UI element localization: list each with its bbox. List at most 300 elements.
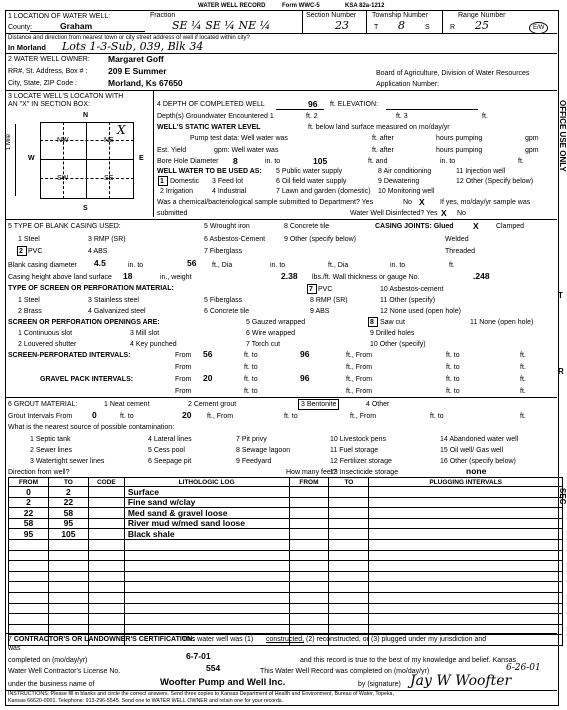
open-10: 10 Other (specify) — [370, 341, 426, 348]
office-use-only: OFFICE USE ONLY — [558, 100, 567, 172]
use-domestic: Domestic — [170, 178, 200, 185]
pump-after: ft. after — [372, 135, 394, 142]
log-to — [48, 561, 88, 572]
log-to — [48, 582, 88, 593]
form-title: WATER WELL RECORD — [198, 3, 266, 9]
compass-n: N — [83, 112, 89, 119]
ksa-number: KSA 82a-1212 — [345, 3, 385, 9]
log-from: 0 — [9, 487, 49, 498]
spi2-ft-from: ft., From — [346, 364, 373, 371]
contam-12: 12 Fertilizer storage — [330, 458, 392, 465]
log-from — [9, 561, 49, 572]
open-4: 4 Key punched — [130, 341, 177, 348]
section-value: 23 — [335, 19, 349, 32]
bore-ft-and: ft. and — [368, 158, 388, 165]
lithologic-log-table — [8, 477, 563, 646]
groundwater-label: Depth(s) Groundwater Encountered 1 — [157, 113, 274, 120]
log-from: 95 — [9, 529, 49, 540]
log-code — [88, 614, 124, 625]
spi-from: 56 — [203, 349, 213, 359]
cert-was: was — [8, 645, 21, 652]
use-10: 10 Monitoring well — [378, 188, 435, 195]
completed-label: completed on (mo/day/yr) — [8, 657, 88, 664]
spi-ft-to: ft. to — [244, 352, 258, 359]
business-label: under the business name of — [8, 681, 95, 688]
log-header-plug-to: TO — [329, 478, 369, 487]
s3-label2: AN "X" IN SECTION BOX: — [8, 101, 90, 108]
joints-label: CASING JOINTS: Glued — [375, 223, 454, 230]
screen-11: 11 Other (specify) — [380, 297, 436, 304]
plug-interval — [369, 561, 563, 572]
open-9: 9 Drilled holes — [370, 330, 415, 337]
height-weight-label: in., weight — [160, 274, 192, 281]
log-from — [9, 550, 49, 561]
log-code — [88, 518, 124, 529]
joints-clamped: Clamped — [496, 223, 525, 230]
bcd-to: 56 — [187, 258, 197, 268]
screen-pvc: PVC — [318, 286, 333, 293]
log-to — [48, 614, 88, 625]
log-to — [48, 592, 88, 603]
s1-label: 1 LOCATION OF WATER WELL: — [8, 13, 111, 20]
gw-3: ft. 3 — [396, 113, 408, 120]
range-value: 25 — [475, 19, 489, 32]
range-ew-circle: E/W — [529, 22, 548, 34]
range-label: Range Number — [458, 12, 506, 19]
weight-value: 2.38 — [281, 271, 298, 281]
plug-interval — [369, 603, 563, 614]
distance-label: Distance and direction from nearest town or city street address of well if located within city? — [8, 35, 250, 41]
plug-to — [329, 518, 369, 529]
log-code — [88, 561, 124, 572]
cert-label: CONTRACTOR'S OR LANDOWNER'S CERTIFICATION: — [13, 636, 195, 643]
plug-interval — [369, 518, 563, 529]
fraction-value: SE ¼ SE ¼ NE ¼ — [172, 19, 271, 32]
disinfected-no: No — [457, 210, 466, 217]
screen-3: 3 Stainless steel — [88, 297, 139, 304]
submitted-label: submitted — [157, 210, 188, 217]
open-11: 11 None (open hole) — [470, 319, 534, 326]
yield-label: Est. Yield — [157, 147, 187, 154]
cert-text2: (2) reconstructed, or (3) plugged under my jurisdiction and — [306, 636, 487, 643]
quad-sw: SW — [57, 175, 69, 182]
log-to — [48, 550, 88, 561]
plug-interval — [369, 487, 563, 498]
depth-label: DEPTH OF COMPLETED WELL — [162, 101, 265, 108]
direction-label: Direction from well? — [8, 469, 70, 476]
gauge-label: lbs./ft. Wall thickness or gauge No. — [312, 274, 420, 281]
contam-14: 14 Abandoned water well — [440, 436, 519, 443]
contam-label: What is the nearest source of possible contamination: — [8, 424, 175, 431]
license-label: Water Well Contractor's License No. — [8, 668, 121, 675]
log-lithology: Black shale — [124, 529, 289, 540]
chem-no: No — [403, 199, 412, 206]
bcd-in-to: in. to — [128, 262, 144, 269]
joints-welded: Welded — [445, 236, 469, 243]
distance-handwritten: Lots 1-3-Sub, 039, Blk 34 — [62, 40, 204, 53]
bcd-in-to3: in. to — [390, 262, 406, 269]
log-header-code: CODE — [88, 478, 124, 487]
log-to: 58 — [48, 508, 88, 519]
depth-value: 96 — [308, 99, 318, 109]
license-number: 554 — [206, 663, 221, 673]
use-8: 8 Air conditioning — [378, 168, 432, 175]
range-r: R — [450, 24, 456, 31]
log-header-from: FROM — [9, 478, 49, 487]
gpi-ft: ft. — [520, 376, 526, 383]
table-row — [9, 539, 563, 550]
screen-4: 4 Galvanized steel — [88, 308, 146, 315]
plug-interval — [369, 582, 563, 593]
section-label: Section Number — [306, 12, 357, 19]
quad-nw: NW — [57, 137, 69, 144]
mile-scale: 1 Mile — [6, 133, 12, 150]
log-header-plugging: PLUGGING INTERVALS — [369, 478, 563, 487]
gpi-ft-to2: ft. to — [446, 376, 460, 383]
log-lithology: Fine sand w/clay — [124, 497, 289, 508]
screen-9: 9 ABS — [310, 308, 330, 315]
plug-interval — [369, 550, 563, 561]
contam-none: none — [466, 466, 487, 476]
s6-num: 6 — [8, 401, 14, 408]
log-header-plug-from: FROM — [289, 478, 329, 487]
county-value: Graham — [60, 21, 93, 31]
height-value: 18 — [123, 271, 133, 281]
casing-5: 5 Wrought iron — [204, 223, 250, 230]
contam-11: 11 Fuel storage — [330, 447, 379, 454]
grout-3-bentonite: 3 Bentonite — [298, 399, 339, 410]
gpi-ft-from: ft., From — [346, 376, 373, 383]
spi-ft-from: ft., From — [346, 352, 373, 359]
plug-from — [289, 561, 329, 572]
casing-9: 9 Other (specify below) — [284, 236, 356, 243]
completed-date: 6-7-01 — [186, 651, 211, 661]
board-text: Board of Agriculture, Division of Water Resources — [376, 70, 530, 77]
log-from: 58 — [9, 518, 49, 529]
open-5: 5 Gauzed wrapped — [246, 319, 306, 326]
yield-gpm: gpm: Well water was — [214, 147, 279, 154]
side-r: R — [558, 367, 564, 376]
bore-diameter: 8 — [233, 156, 238, 166]
grout-2: 2 Cement grout — [188, 401, 237, 408]
log-lithology — [124, 603, 289, 614]
log-to — [48, 603, 88, 614]
side-sec: SEC — [558, 488, 567, 505]
plug-to — [329, 582, 369, 593]
distance-text: In Morland — [8, 43, 46, 52]
contam-5: 5 Cess pool — [148, 447, 185, 454]
contam-6: 6 Seepage pit — [148, 458, 192, 465]
spi-from-label: From — [175, 352, 192, 359]
use-3: 3 Feed lot — [212, 178, 244, 185]
addr-label: RR#, St. Address, Box # : — [8, 68, 88, 75]
table-row — [9, 561, 563, 572]
log-from — [9, 582, 49, 593]
use-5: 5 Public water supply — [276, 168, 343, 175]
log-header-row — [9, 478, 563, 487]
grout-ft-to2: ft. to — [284, 413, 298, 420]
screen-2: 2 Brass — [18, 308, 42, 315]
casing-8: 8 Concrete tile — [284, 223, 330, 230]
township-s: S — [425, 24, 430, 31]
grout-ft-from: ft., From — [207, 413, 234, 420]
s1-num: 1 — [8, 13, 14, 20]
business-name: Woofter Pump and Well Inc. — [160, 677, 286, 688]
application-number: Application Number: — [376, 81, 440, 88]
open-3: 3 Mill slot — [130, 330, 160, 337]
contam-3: 3 Watertight sewer lines — [30, 458, 105, 465]
plug-to — [329, 603, 369, 614]
casing-3: 3 RMP (SR) — [88, 236, 126, 243]
county-label: County: — [8, 24, 33, 31]
casing-7: 7 Fiberglass — [204, 248, 243, 255]
grout-intervals-label: Grout Intervals From — [8, 413, 73, 420]
elevation-label: ft. ELEVATION: — [330, 101, 378, 108]
owner-label: WATER WELL OWNER: — [13, 56, 90, 63]
plug-to — [329, 539, 369, 550]
compass-e: E — [139, 155, 144, 162]
log-code — [88, 487, 124, 498]
joints-x: X — [473, 221, 479, 231]
open-7: 7 Torch cut — [246, 341, 281, 348]
use-label: WELL WATER TO BE USED AS: — [157, 168, 262, 175]
form-number: Form WWC-5 — [282, 3, 320, 9]
contam-16: 16 Other (specify below) — [440, 458, 516, 465]
log-code — [88, 603, 124, 614]
contam-1: 1 Septic tank — [30, 436, 71, 443]
log-lithology — [124, 592, 289, 603]
casing-label: TYPE OF BLANK CASING USED: — [13, 223, 121, 230]
use-4: 4 Industrial — [212, 188, 247, 195]
log-to: 2 — [48, 487, 88, 498]
table-row — [9, 603, 563, 614]
cert-text1: This water well was (1) — [182, 636, 254, 643]
instructions-2: Kansas 66620-0001. Telephone: 913-296-5545. Send one to WATER WELL OWNER and retain one for your records. — [8, 698, 284, 704]
spi-label: SCREEN-PERFORATED INTERVALS: — [8, 352, 131, 359]
gpi2-ft: ft. — [520, 388, 526, 395]
gpi-from-label: From — [175, 376, 192, 383]
use-2: 2 Irrigation — [160, 188, 194, 195]
bore-in-to: in. to — [265, 158, 281, 165]
use-11: 11 Injection well — [456, 168, 506, 175]
screen-label: TYPE OF SCREEN OR PERFORATION MATERIAL: — [8, 285, 174, 292]
feet-label: How many feet? — [286, 469, 337, 476]
signature-label: by (signature) — [358, 681, 401, 688]
grout-from: 0 — [92, 410, 97, 420]
plug-interval — [369, 592, 563, 603]
s5-num: 5 — [8, 223, 14, 230]
plug-from — [289, 592, 329, 603]
plug-from — [289, 508, 329, 519]
township-value: 8 — [398, 19, 405, 32]
gpi2-ft-to2: ft. to — [446, 388, 460, 395]
plug-interval — [369, 571, 563, 582]
contam-15: 15 Oil well/ Gas well — [440, 447, 504, 454]
pump-gpm: gpm — [525, 135, 539, 142]
log-from: 22 — [9, 508, 49, 519]
bcd-value: 4.5 — [94, 258, 106, 268]
log-lithology: River mud w/med sand loose — [124, 518, 289, 529]
plug-to — [329, 550, 369, 561]
plug-from — [289, 571, 329, 582]
spi-ft-to2: ft. to — [446, 352, 460, 359]
bore-in-to2: in. to — [440, 158, 456, 165]
casing-pvc: PVC — [28, 248, 43, 255]
grout-label: GROUT MATERIAL: — [13, 401, 78, 408]
plug-from — [289, 603, 329, 614]
s7-num: 7 — [8, 636, 14, 643]
bcd-in-to2: in. to — [270, 262, 286, 269]
casing-2-num: 2 — [19, 248, 23, 255]
log-to — [48, 539, 88, 550]
gpi2-ft-from: ft., From — [346, 388, 373, 395]
gw-ft: ft. — [482, 113, 488, 120]
log-code — [88, 592, 124, 603]
table-row — [9, 614, 563, 625]
disinfected-label: Water Well Disinfected? Yes — [350, 210, 438, 217]
log-header-to: TO — [48, 478, 88, 487]
contam-4: 4 Lateral lines — [148, 436, 192, 443]
bcd-ftdia2: ft., Dia — [328, 262, 349, 269]
log-from — [9, 592, 49, 603]
log-lithology — [124, 571, 289, 582]
cert-constructed: constructed, — [266, 636, 305, 643]
plug-from — [289, 529, 329, 540]
compass-s: S — [83, 205, 88, 212]
grout-ft-from2: ft., From — [350, 413, 377, 420]
open-1: 1 Continuous slot — [18, 330, 73, 337]
s3-label: LOCATE WELL'S LOCATON WITH — [13, 93, 124, 100]
signature: Jay W Woofter — [410, 673, 512, 689]
plug-to — [329, 529, 369, 540]
screen-8: 8 RMP (SR) — [310, 297, 348, 304]
quad-ne: NE — [104, 137, 114, 144]
table-row — [9, 487, 563, 498]
addr-value: 209 E Summer — [108, 66, 167, 76]
log-to: 95 — [48, 518, 88, 529]
log-to: 105 — [48, 529, 88, 540]
plug-interval — [369, 508, 563, 519]
log-code — [88, 582, 124, 593]
spi2-ft: ft. — [520, 364, 526, 371]
use-1-num: 1 — [160, 178, 164, 185]
gpi-from: 20 — [203, 373, 213, 383]
record-label: This Water Well Record was completed on (mo/day/yr) — [260, 668, 430, 675]
table-row — [9, 582, 563, 593]
gpi2-from-label: From — [175, 388, 192, 395]
grout-ft-to: ft. to — [120, 413, 134, 420]
contam-7: 7 Pit privy — [236, 436, 267, 443]
plug-interval — [369, 529, 563, 540]
plug-interval — [369, 539, 563, 550]
cert-true: and this record is true to the best of my knowledge and belief. Kansas — [300, 657, 516, 664]
log-header-lithologic: LITHOLOGIC LOG — [124, 478, 289, 487]
height-label: Casing height above land surface — [8, 274, 112, 281]
gpi-to: 96 — [300, 373, 310, 383]
log-from — [9, 571, 49, 582]
grout-ft: ft. — [520, 413, 526, 420]
log-lithology — [124, 561, 289, 572]
contam-10: 10 Livestock pens — [330, 436, 387, 443]
static-text: ft. below land surface measured on mo/day/yr — [308, 124, 450, 131]
log-lithology — [124, 550, 289, 561]
open-6: 6 Wire wrapped — [246, 330, 296, 337]
s3-num: 3 — [8, 93, 14, 100]
instructions-1: INSTRUCTIONS: Please fill in blanks and circle the correct answers. Send three copies to Kansas Department of Health and Environment, Bureau of Water, Topeka, — [8, 691, 394, 697]
plug-to — [329, 497, 369, 508]
log-lithology — [124, 539, 289, 550]
yield-after: ft. after — [372, 147, 394, 154]
screen-5: 5 Fiberglass — [204, 297, 243, 304]
plug-interval — [369, 614, 563, 625]
chem-label: Was a chemical/bacteriological sample submitted to Department? Yes — [157, 199, 374, 206]
plug-to — [329, 561, 369, 572]
plug-from — [289, 518, 329, 529]
table-row — [9, 508, 563, 519]
log-lithology: Surface — [124, 487, 289, 498]
city-label: City, State, ZIP Code : — [8, 80, 77, 87]
screen-1: 1 Steel — [18, 297, 40, 304]
screen-12: 12 None used (open hole) — [380, 308, 461, 315]
use-12: 12 Other (Specify below) — [456, 178, 534, 185]
plug-interval — [369, 497, 563, 508]
gw-2: ft. 2 — [306, 113, 318, 120]
plug-to — [329, 487, 369, 498]
contam-2: 2 Sewer lines — [30, 447, 73, 454]
plug-from — [289, 497, 329, 508]
contam-8: 8 Sewage lagoon — [236, 447, 291, 454]
use-9: 9 Dewatering — [378, 178, 420, 185]
compass-w: W — [28, 155, 35, 162]
pump-label: Pump test data: Well water was — [190, 135, 288, 142]
contam-13: 13 Insecticide storage — [330, 469, 399, 476]
owner-name: Margaret Goff — [108, 54, 164, 64]
table-row — [9, 571, 563, 582]
plug-from — [289, 487, 329, 498]
plug-from — [289, 539, 329, 550]
screen-7-num: 7 — [309, 286, 313, 293]
bore-label: Bore Hole Diameter — [157, 158, 219, 165]
table-row — [9, 550, 563, 561]
table-row — [9, 518, 563, 529]
gpi-ft-to: ft. to — [244, 376, 258, 383]
open-2: 2 Louvered shutter — [18, 341, 77, 348]
log-code — [88, 497, 124, 508]
use-6: 6 Oil field water supply — [276, 178, 347, 185]
spi2-ft-to2: ft. to — [446, 364, 460, 371]
yield-gpm2: gpm — [525, 147, 539, 154]
open-8-num: 8 — [370, 319, 374, 326]
log-code — [88, 529, 124, 540]
log-code — [88, 539, 124, 550]
record-date: 6-26-01 — [506, 663, 541, 673]
township-t: T — [374, 24, 379, 31]
fraction-label: Fraction — [150, 12, 176, 19]
grout-to: 20 — [182, 410, 192, 420]
log-from: 2 — [9, 497, 49, 508]
table-row — [9, 497, 563, 508]
city-value: Morland, Ks 67650 — [108, 78, 183, 88]
s4-num: 4 — [157, 101, 163, 108]
table-row — [9, 592, 563, 603]
pump-hours: hours pumping — [436, 135, 483, 142]
log-from — [9, 614, 49, 625]
screen-10: 10 Asbestos-cement — [380, 286, 444, 293]
disinfected-x: X — [441, 208, 447, 218]
s2-num: 2 — [8, 56, 14, 63]
log-code — [88, 571, 124, 582]
plug-to — [329, 592, 369, 603]
